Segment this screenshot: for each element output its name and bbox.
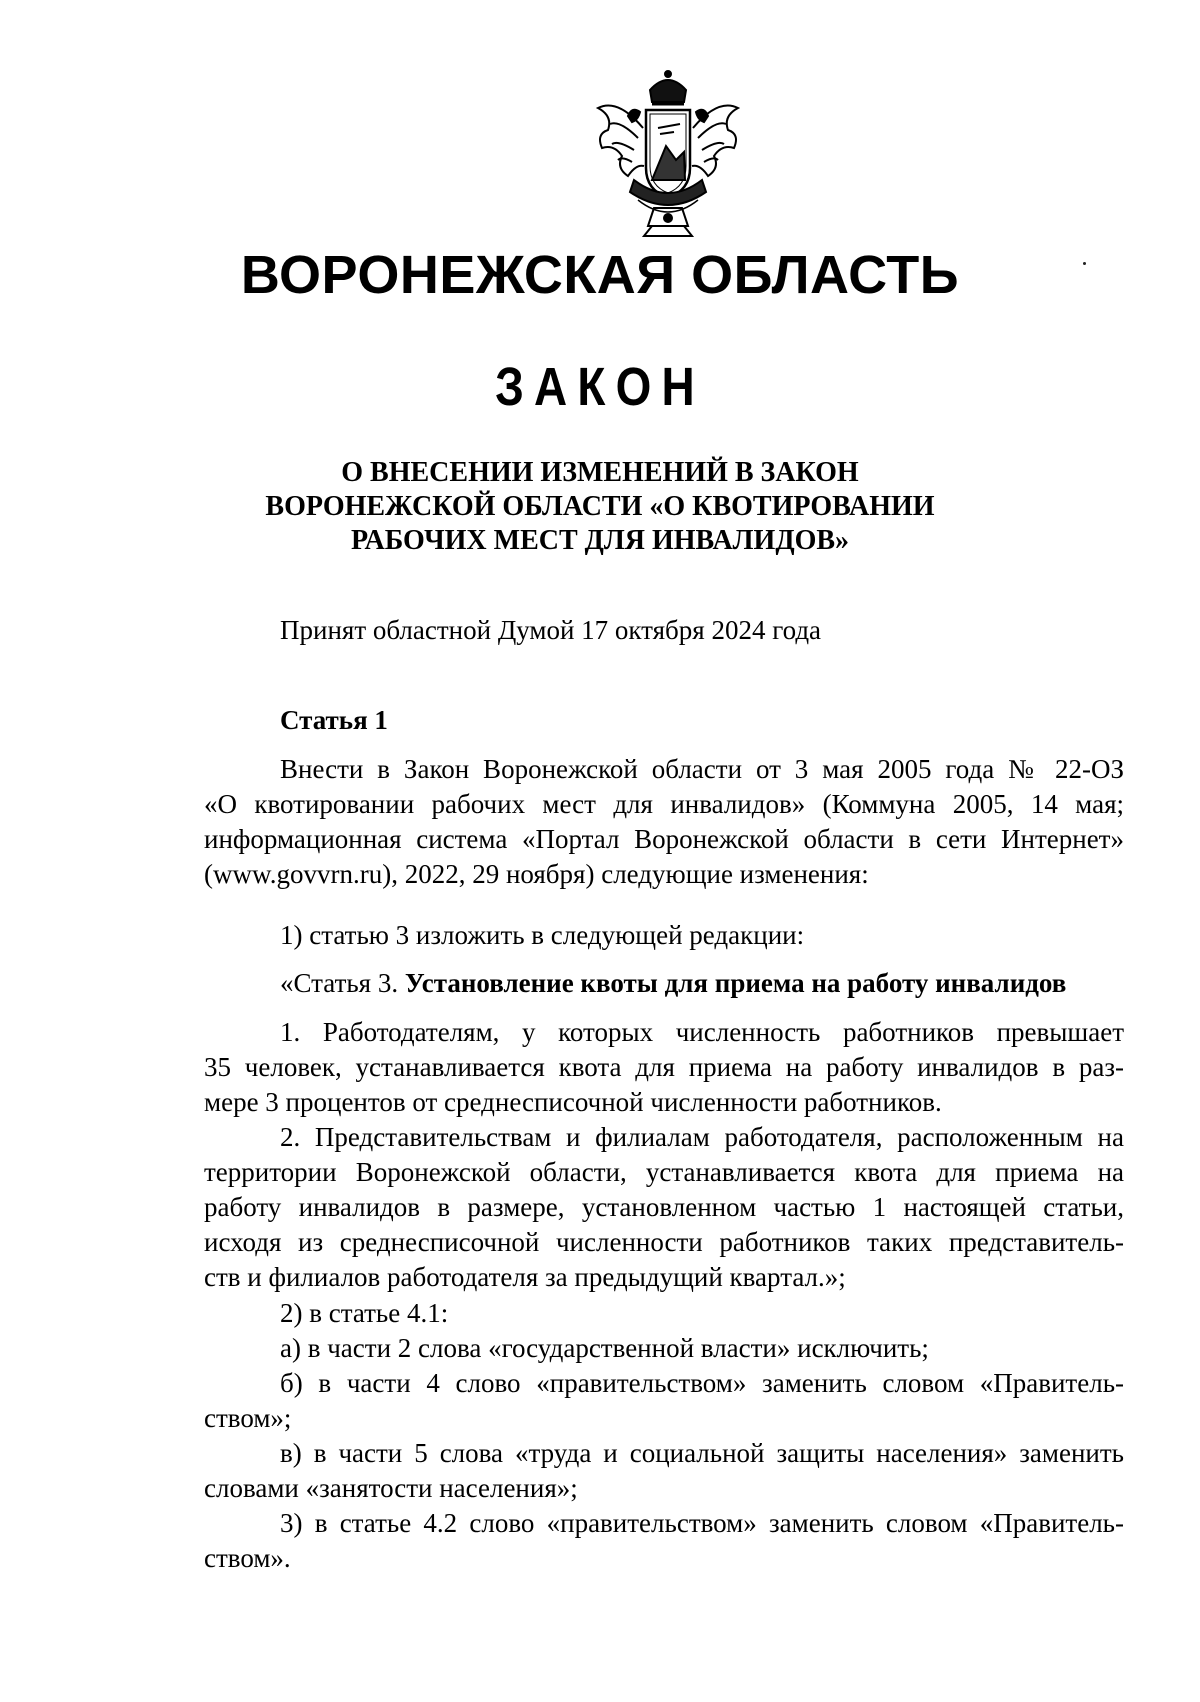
intro-line: Внести в Закон Воронежской области от 3 мая 2005 года № 22-ОЗ [280, 754, 1124, 784]
part2-line: исходя из среднесписочной численности работников таких представитель- [204, 1227, 1124, 1257]
intro-line: (www.govvrn.ru), 2022, 29 ноября) следующие изменения: [204, 859, 869, 889]
intro-line: «О квотировании рабочих мест для инвалидов» (Коммуна 2005, 14 мая; [204, 789, 1124, 819]
amendment-item-1: 1) статью 3 изложить в следующей редакции: [280, 920, 805, 950]
amendment-item-2b-cont: ством»; [204, 1403, 292, 1433]
intro-line: информационная система «Портал Воронежской области в сети Интернет» [204, 824, 1124, 854]
part1-line: 35 человек, устанавливается квота для приема на работу инвалидов в раз- [204, 1052, 1124, 1082]
coat-of-arms-emblem [588, 68, 748, 238]
part2-line: работу инвалидов в размере, установленном частью 1 настоящей статьи, [204, 1192, 1124, 1222]
amendment-item-2c-cont: словами «занятости населения»; [204, 1473, 578, 1503]
part2-line: территории Воронежской области, устанавливается квота для приема на [204, 1157, 1124, 1187]
document-title-line: ВОРОНЕЖСКОЙ ОБЛАСТИ «О КВОТИРОВАНИИ [265, 491, 935, 522]
part2-line: 2. Представительствам и филиалам работодателя, расположенным на [280, 1122, 1124, 1152]
document-title-line: РАБОЧИХ МЕСТ ДЛЯ ИНВАЛИДОВ» [350, 525, 850, 556]
adoption-date: Принят областной Думой 17 октября 2024 года [280, 615, 822, 645]
part1-line: мере 3 процентов от среднесписочной численности работников. [204, 1087, 942, 1117]
document-title [0, 456, 1200, 558]
part2-line: ств и филиалов работодателя за предыдущий квартал.»; [204, 1262, 846, 1292]
scan-speck [1083, 262, 1086, 265]
part1-line: 1. Работодателям, у которых численность работников превышает [280, 1017, 1124, 1047]
amendment-item-2b: б) в части 4 слово «правительством» заменить словом «Правитель- [280, 1368, 1124, 1398]
amendment-item-3: 3) в статье 4.2 слово «правительством» заменить словом «Правитель- [280, 1508, 1124, 1538]
amendment-item-2c: в) в части 5 слова «труда и социальной защиты населения» заменить [280, 1438, 1124, 1468]
new-article-title: Установление квоты для приема на работу инвалидов [404, 968, 1067, 998]
region-title: ВОРОНЕЖСКАЯ ОБЛАСТЬ [240, 245, 960, 305]
article-heading: Статья 1 [280, 705, 388, 735]
new-article-heading [280, 966, 1066, 1000]
amendment-item-2a: а) в части 2 слова «государственной власти» исключить; [280, 1333, 929, 1363]
amendment-item-3-cont: ством». [204, 1543, 291, 1573]
document-type: ЗАКОН [495, 357, 705, 417]
new-article-prefix: «Статья 3. [280, 968, 405, 998]
document-title-line: О ВНЕСЕНИИ ИЗМЕНЕНИЙ В ЗАКОН [341, 457, 859, 488]
amendment-item-2: 2) в статье 4.1: [280, 1298, 449, 1328]
